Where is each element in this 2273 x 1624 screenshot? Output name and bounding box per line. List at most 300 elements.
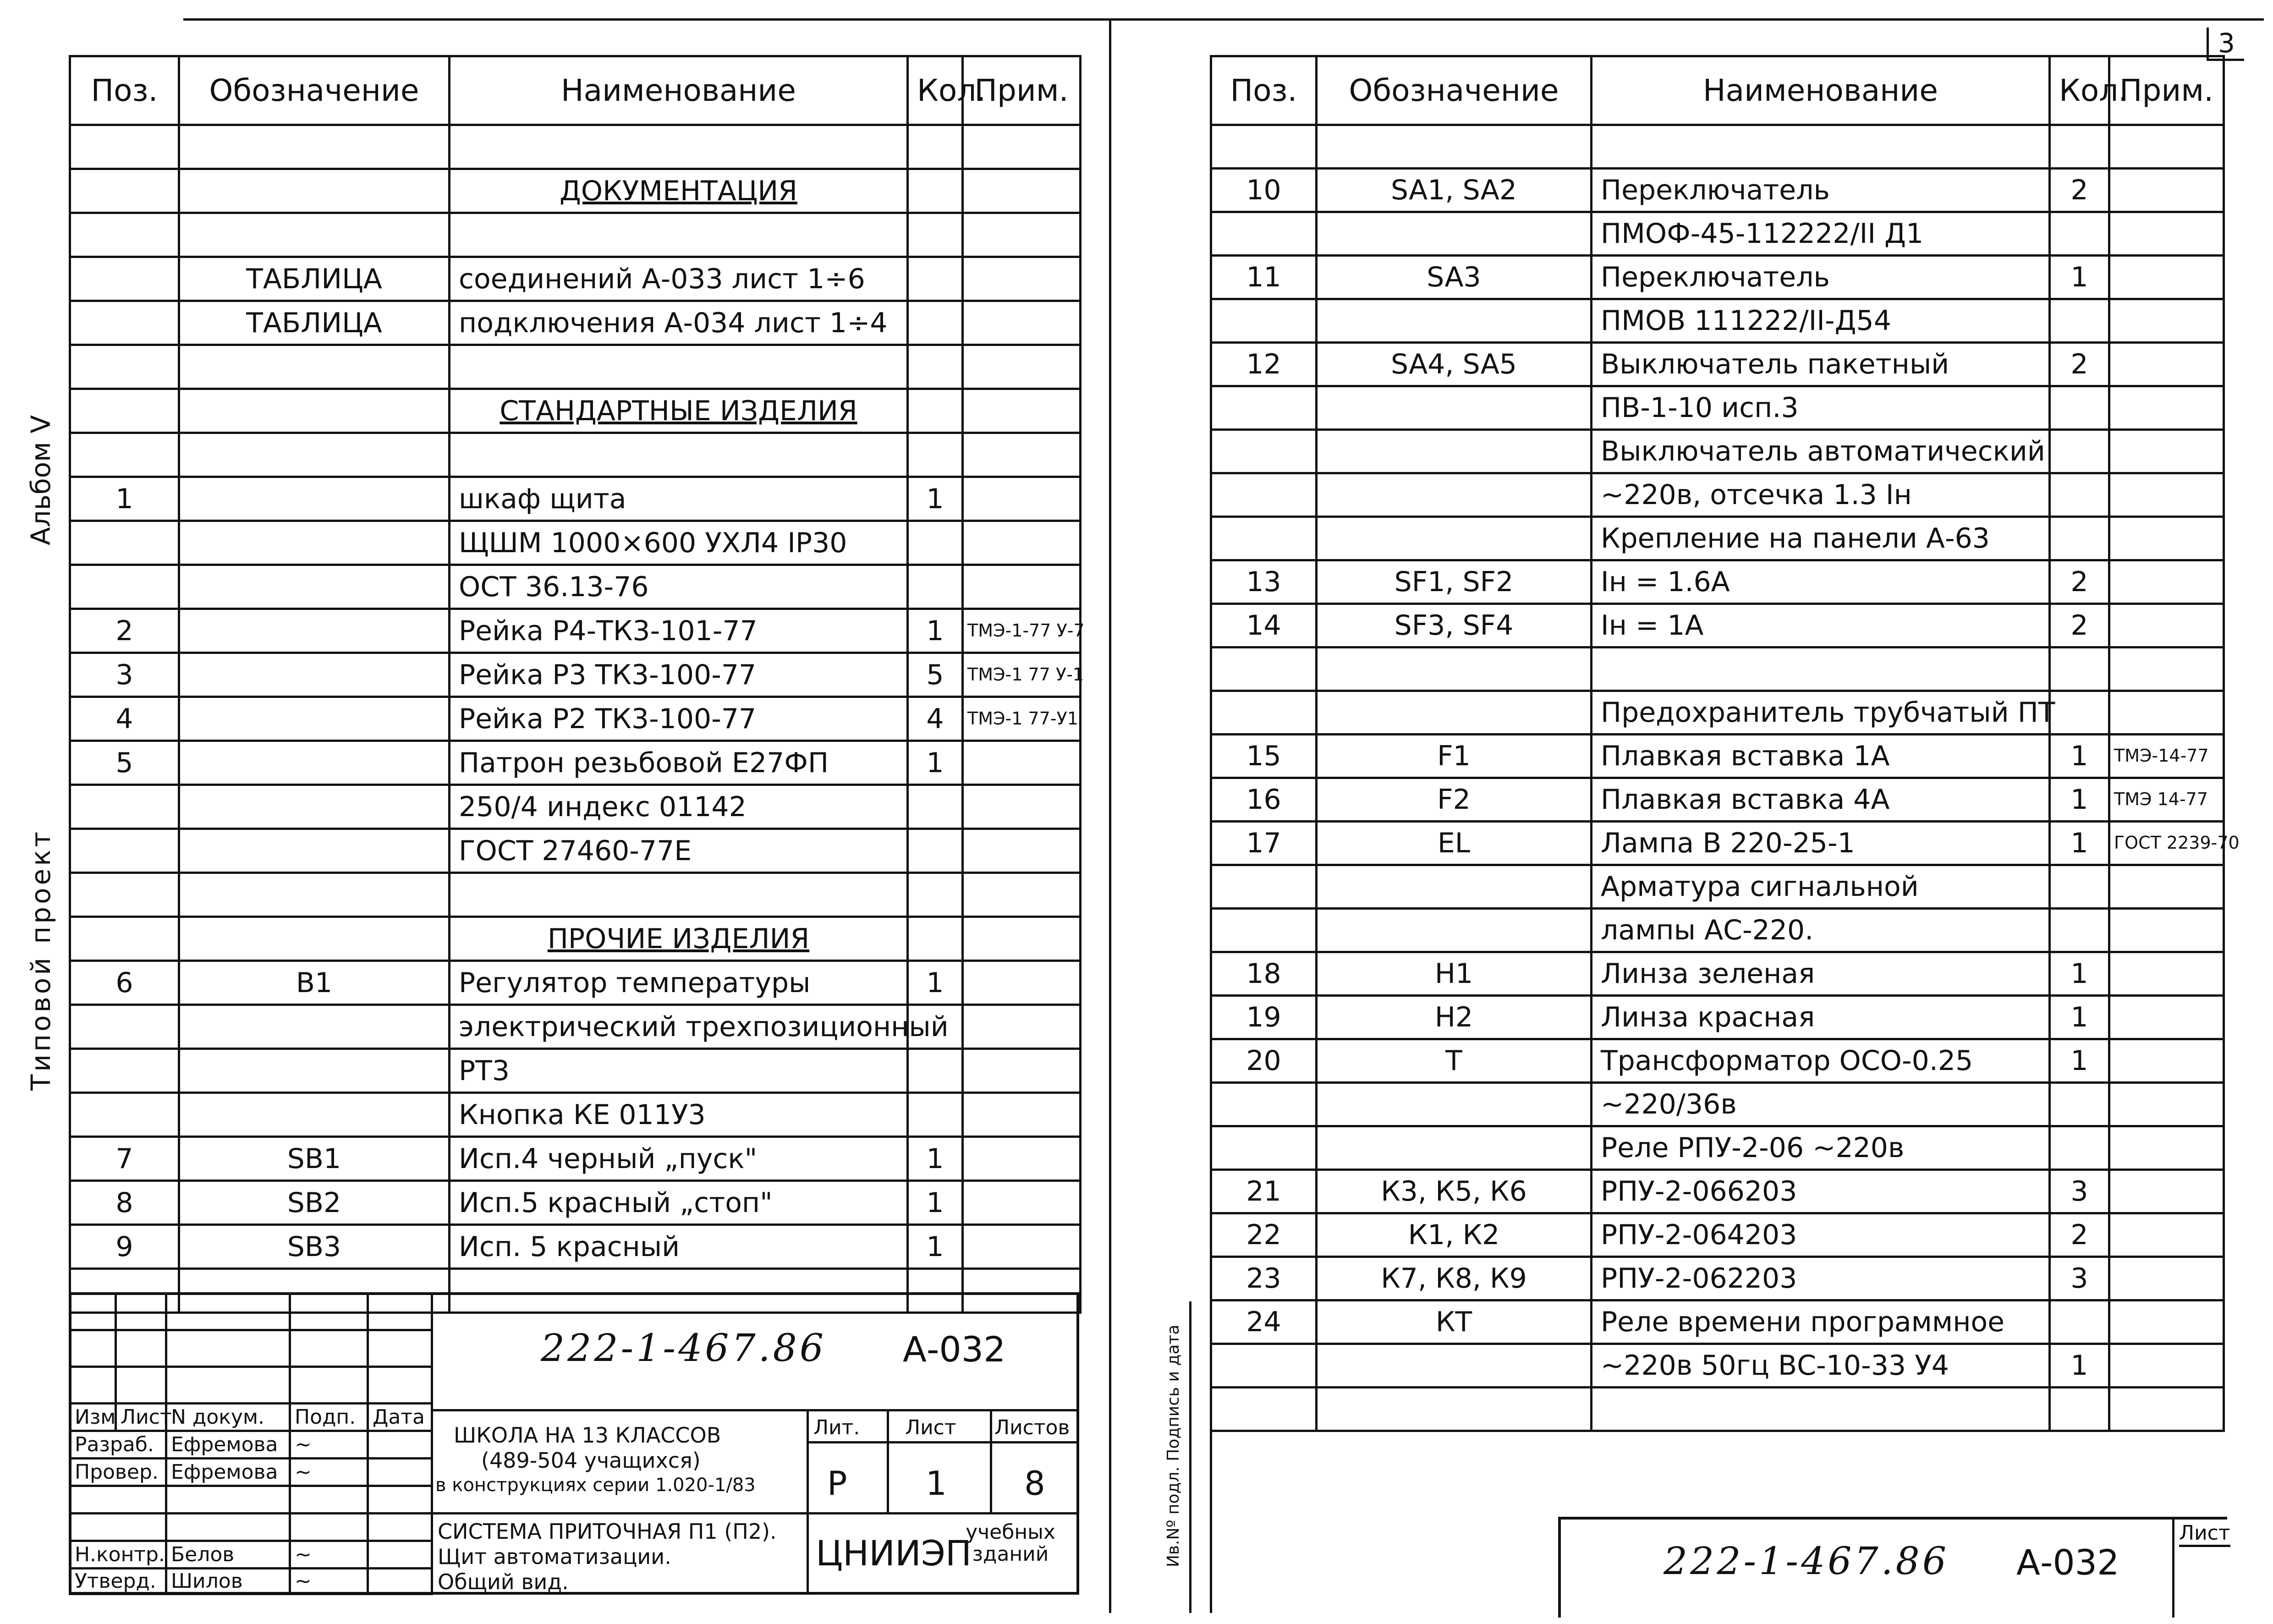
table-row	[70, 521, 1081, 565]
table-row	[1211, 647, 2224, 691]
cell-pos: 21	[1211, 1170, 1317, 1213]
tb-org-vline	[807, 1512, 809, 1595]
cell-designation: SF3, SF4	[1317, 604, 1592, 647]
right-table-header	[1211, 56, 2224, 125]
cell-qty	[2050, 430, 2109, 473]
cell-qty: 1	[2050, 1344, 2109, 1388]
cell-pos: 2	[70, 609, 179, 653]
table-row	[1211, 1344, 2224, 1388]
cell-qty	[908, 785, 963, 829]
tb-lit-hline	[807, 1441, 1079, 1443]
side-album: Альбом V	[25, 415, 56, 545]
cell-note	[963, 477, 1081, 521]
table-row	[70, 917, 1081, 961]
tb-project-2: (489-504 учащихся)	[481, 1448, 701, 1473]
cell-qty: 1	[908, 609, 963, 653]
cell-note	[963, 785, 1081, 829]
cell-pos: 16	[1211, 778, 1317, 822]
table-row	[1211, 169, 2224, 212]
cell-qty	[908, 125, 963, 169]
cell-qty	[2050, 1388, 2109, 1431]
cell-name: лампы АС-220.	[1592, 909, 2050, 952]
cell-pos	[70, 1005, 179, 1049]
cell-note	[2109, 1039, 2224, 1083]
table-row	[70, 389, 1081, 433]
tb-nkontr-label: Н.контр.	[70, 1541, 166, 1569]
cell-note	[2109, 1083, 2224, 1126]
cell-pos	[1211, 865, 1317, 909]
cell-qty	[2050, 386, 2109, 430]
cell-designation	[179, 125, 450, 169]
col-name: Наименование	[450, 56, 908, 125]
cell-pos: 1	[70, 477, 179, 521]
cell-note	[963, 829, 1081, 873]
cell-designation	[179, 433, 450, 477]
table-row	[1211, 560, 2224, 604]
table-row	[1211, 604, 2224, 647]
table-row	[1211, 909, 2224, 952]
cell-note	[2109, 1170, 2224, 1213]
tb-h-izm: Изм	[70, 1404, 116, 1431]
cell-qty	[2050, 647, 2109, 691]
table-row	[70, 477, 1081, 521]
cell-qty	[2050, 517, 2109, 560]
cell-designation: F2	[1317, 778, 1592, 822]
cell-note: ТМЭ-1 77 У-1	[963, 653, 1081, 697]
cell-pos	[70, 565, 179, 609]
tb-doc-1: СИСТЕМА ПРИТОЧНАЯ П1 (П2).	[438, 1519, 777, 1544]
cell-note	[2109, 1388, 2224, 1431]
cell-note	[2109, 343, 2224, 386]
cell-qty: 1	[2050, 822, 2109, 865]
cell-pos	[1211, 386, 1317, 430]
cell-designation	[179, 873, 450, 917]
cell-name: Реле времени программное	[1592, 1300, 2050, 1344]
col-name: Наименование	[1592, 56, 2050, 125]
cell-name: Рейка Р4-ТК3-101-77	[450, 609, 908, 653]
cell-qty: 1	[2050, 996, 2109, 1039]
cell-designation: SA4, SA5	[1317, 343, 1592, 386]
tb-razrab-name: Ефремова	[166, 1431, 290, 1459]
tb-listov-value: 8	[1024, 1464, 1045, 1503]
cell-pos: 11	[1211, 256, 1317, 299]
cell-designation: SA3	[1317, 256, 1592, 299]
cell-designation	[179, 1049, 450, 1093]
cell-designation: К1, К2	[1317, 1213, 1592, 1257]
cell-designation	[179, 741, 450, 785]
col-pos: Поз.	[1211, 56, 1317, 125]
cell-name: Регулятор температуры	[450, 961, 908, 1005]
tb-lit-vline3	[990, 1411, 992, 1512]
cell-pos	[1211, 299, 1317, 343]
tb-prover-name: Ефремова	[166, 1459, 290, 1486]
table-row	[70, 213, 1081, 257]
cell-note	[2109, 560, 2224, 604]
cell-pos	[1211, 647, 1317, 691]
table-row	[1211, 473, 2224, 517]
table-row	[1211, 822, 2224, 865]
table-row	[1211, 299, 2224, 343]
right-inv-column	[1189, 1301, 1191, 1613]
left-table-header	[70, 56, 1081, 125]
cell-name: Трансформатор ОСО-0.25	[1592, 1039, 2050, 1083]
cell-qty: 2	[2050, 343, 2109, 386]
cell-qty	[2050, 299, 2109, 343]
cell-note	[963, 169, 1081, 213]
cell-pos: 14	[1211, 604, 1317, 647]
table-row	[70, 169, 1081, 213]
cell-qty	[908, 389, 963, 433]
cell-pos	[1211, 1388, 1317, 1431]
cell-name: Iн = 1.6А	[1592, 560, 2050, 604]
table-row	[1211, 1388, 2224, 1431]
table-row	[1211, 952, 2224, 996]
cell-name	[1592, 647, 2050, 691]
cell-note	[2109, 1213, 2224, 1257]
table-row	[1211, 1213, 2224, 1257]
cell-pos: 24	[1211, 1300, 1317, 1344]
cell-note	[963, 1225, 1081, 1269]
cell-designation	[179, 389, 450, 433]
cell-note	[2109, 517, 2224, 560]
cell-name: СТАНДАРТНЫЕ ИЗДЕЛИЯ	[450, 389, 908, 433]
tb-code: 222-1-467.86	[541, 1327, 827, 1370]
cell-qty	[908, 433, 963, 477]
cell-name: Рейка Р3 ТК3-100-77	[450, 653, 908, 697]
cell-note	[963, 433, 1081, 477]
cell-note	[963, 389, 1081, 433]
cell-name	[1592, 125, 2050, 169]
table-row	[1211, 1170, 2224, 1213]
cell-designation	[179, 1005, 450, 1049]
cell-note	[2109, 647, 2224, 691]
cell-note	[2109, 1257, 2224, 1300]
cell-designation	[1317, 1344, 1592, 1388]
cell-note	[963, 1049, 1081, 1093]
cell-name: ГОСТ 27460-77Е	[450, 829, 908, 873]
cell-name	[450, 345, 908, 389]
cell-qty: 1	[908, 1137, 963, 1181]
cell-name: РПУ-2-066203	[1592, 1170, 2050, 1213]
cell-designation	[179, 917, 450, 961]
tb-list-label: Лист	[905, 1416, 956, 1439]
cell-note	[2109, 996, 2224, 1039]
cell-qty: 4	[908, 697, 963, 741]
cell-name: Плавкая вставка 4А	[1592, 778, 2050, 822]
cell-name: Исп.4 черный „пуск"	[450, 1137, 908, 1181]
tb-h-list: Лист	[116, 1404, 166, 1431]
tb-utverd-label: Утверд.	[70, 1569, 166, 1594]
side-inventory: Ив.Nº подл. Подпись и дата	[1164, 1324, 1183, 1567]
cell-name	[1592, 1388, 2050, 1431]
cell-designation	[179, 1093, 450, 1137]
table-row	[1211, 343, 2224, 386]
cell-pos: 12	[1211, 343, 1317, 386]
table-row	[70, 1005, 1081, 1049]
cell-name: Исп.5 красный „стоп"	[450, 1181, 908, 1225]
table-row	[70, 741, 1081, 785]
cell-designation: В1	[179, 961, 450, 1005]
cell-note	[963, 213, 1081, 257]
cell-designation	[179, 213, 450, 257]
cell-designation	[1317, 299, 1592, 343]
table-row	[70, 609, 1081, 653]
cell-note: ТМЭ-1 77-У1	[963, 697, 1081, 741]
cell-note	[963, 345, 1081, 389]
cell-pos	[70, 829, 179, 873]
cell-pos	[70, 257, 179, 301]
cell-name: Переключатель	[1592, 256, 2050, 299]
table-row	[1211, 212, 2224, 256]
right-spec-table	[1210, 55, 2240, 1432]
cell-qty: 1	[908, 741, 963, 785]
tb-line-code	[431, 1409, 1079, 1411]
cell-pos	[70, 917, 179, 961]
cell-qty: 2	[2050, 169, 2109, 212]
cell-designation: Н1	[1317, 952, 1592, 996]
cell-name: Лампа В 220-25-1	[1592, 822, 2050, 865]
table-row	[70, 697, 1081, 741]
table-row	[70, 1181, 1081, 1225]
tb-h-podp: Подп.	[290, 1404, 368, 1431]
cell-pos: 10	[1211, 169, 1317, 212]
cell-name: электрический трехпозиционный	[450, 1005, 908, 1049]
tb-nkontr-name: Белов	[166, 1541, 290, 1569]
cell-name: шкаф щита	[450, 477, 908, 521]
cell-name	[450, 433, 908, 477]
cell-designation: К7, К8, К9	[1317, 1257, 1592, 1300]
table-row	[1211, 996, 2224, 1039]
tb-nkontr-signature: ~	[290, 1541, 368, 1569]
table-row	[70, 873, 1081, 917]
cell-designation: ТАБЛИЦА	[179, 301, 450, 345]
cell-name: Выключатель автоматический	[1592, 430, 2050, 473]
col-pos: Поз.	[70, 56, 179, 125]
cell-qty	[2050, 865, 2109, 909]
right-stamp-sheet-code: А-032	[2016, 1542, 2119, 1583]
cell-qty: 2	[2050, 1213, 2109, 1257]
tb-vline	[431, 1292, 433, 1595]
side-typical-project: Типовой проект	[25, 828, 56, 1091]
table-row	[70, 345, 1081, 389]
cell-name: Переключатель	[1592, 169, 2050, 212]
table-row	[70, 1049, 1081, 1093]
cell-qty	[908, 917, 963, 961]
tb-org: ЦНИИЭП	[816, 1533, 972, 1574]
table-row	[1211, 125, 2224, 169]
table-row	[1211, 778, 2224, 822]
cell-qty	[2050, 212, 2109, 256]
tb-lit-vline1	[807, 1411, 809, 1512]
tb-lit-vline2	[887, 1411, 889, 1512]
cell-name: ~220/36в	[1592, 1083, 2050, 1126]
cell-qty	[2050, 473, 2109, 517]
cell-note	[963, 125, 1081, 169]
cell-designation: К3, К5, К6	[1317, 1170, 1592, 1213]
table-row	[70, 1093, 1081, 1137]
right-stamp-list-vline	[2172, 1517, 2174, 1618]
cell-qty: 1	[908, 961, 963, 1005]
tb-prover-signature: ~	[290, 1459, 368, 1486]
cell-note	[2109, 299, 2224, 343]
cell-designation	[1317, 1388, 1592, 1431]
cell-pos	[70, 213, 179, 257]
tb-razrab-signature: ~	[290, 1431, 368, 1459]
tb-doc-2: Щит автоматизации.	[438, 1544, 671, 1569]
tb-lit-label: Лит.	[813, 1416, 860, 1439]
cell-designation: ТАБЛИЦА	[179, 257, 450, 301]
cell-qty	[908, 257, 963, 301]
cell-qty: 3	[2050, 1257, 2109, 1300]
cell-designation: SB1	[179, 1137, 450, 1181]
cell-pos	[1211, 473, 1317, 517]
cell-designation: SA1, SA2	[1317, 169, 1592, 212]
cell-note	[963, 741, 1081, 785]
cell-pos	[70, 125, 179, 169]
cell-name: ПВ-1-10 исп.3	[1592, 386, 2050, 430]
cell-pos	[70, 389, 179, 433]
left-spec-table	[69, 55, 1085, 1314]
cell-qty	[2050, 1083, 2109, 1126]
tb-sheet-code: А-032	[903, 1329, 1006, 1370]
cell-qty: 1	[2050, 778, 2109, 822]
cell-designation	[179, 785, 450, 829]
tb-listov-label: Листов	[994, 1416, 1070, 1439]
table-row	[1211, 517, 2224, 560]
cell-note	[2109, 865, 2224, 909]
cell-pos: 8	[70, 1181, 179, 1225]
cell-designation	[1317, 125, 1592, 169]
tb-utverd-name: Шилов	[166, 1569, 290, 1594]
cell-designation	[179, 609, 450, 653]
cell-designation	[1317, 647, 1592, 691]
cell-pos: 17	[1211, 822, 1317, 865]
cell-pos	[70, 873, 179, 917]
cell-pos	[1211, 125, 1317, 169]
cell-pos	[70, 345, 179, 389]
cell-designation: SF1, SF2	[1317, 560, 1592, 604]
table-row	[70, 433, 1081, 477]
cell-note	[2109, 604, 2224, 647]
cell-qty	[908, 1093, 963, 1137]
cell-note: ТМЭ-14-77	[2109, 735, 2224, 778]
cell-note	[2109, 386, 2224, 430]
cell-qty	[908, 829, 963, 873]
cell-name: подключения А-034 лист 1÷4	[450, 301, 908, 345]
cell-qty	[2050, 125, 2109, 169]
cell-designation	[179, 477, 450, 521]
cell-name: ПРОЧИЕ ИЗДЕЛИЯ	[450, 917, 908, 961]
table-row	[70, 257, 1081, 301]
tb-h-data: Дата	[368, 1404, 432, 1431]
col-qty: Кол.	[908, 56, 963, 125]
cell-qty: 5	[908, 653, 963, 697]
cell-designation	[1317, 386, 1592, 430]
cell-name: Рейка Р2 ТК3-100-77	[450, 697, 908, 741]
cell-note	[2109, 952, 2224, 996]
cell-pos: 7	[70, 1137, 179, 1181]
cell-designation	[179, 169, 450, 213]
cell-qty	[908, 345, 963, 389]
table-row	[70, 961, 1081, 1005]
cell-note: ТМЭ 14-77	[2109, 778, 2224, 822]
cell-designation	[1317, 1083, 1592, 1126]
table-row	[1211, 691, 2224, 735]
cell-qty: 1	[2050, 256, 2109, 299]
table-row	[1211, 735, 2224, 778]
right-stamp-list-label: Лист	[2179, 1521, 2230, 1547]
cell-name: РПУ-2-064203	[1592, 1213, 2050, 1257]
table-row	[1211, 386, 2224, 430]
cell-designation: Т	[1317, 1039, 1592, 1083]
tb-org-sub: учебных зданий	[966, 1520, 1055, 1566]
cell-note	[963, 961, 1081, 1005]
cell-note	[963, 917, 1081, 961]
cell-designation	[1317, 212, 1592, 256]
cell-pos	[1211, 517, 1317, 560]
cell-pos	[1211, 1344, 1317, 1388]
table-row	[1211, 256, 2224, 299]
cell-designation: F1	[1317, 735, 1592, 778]
tb-project-3: в конструкциях серии 1.020-1/83	[435, 1475, 756, 1496]
table-row	[70, 125, 1081, 169]
cell-pos: 4	[70, 697, 179, 741]
cell-note	[963, 565, 1081, 609]
cell-qty	[2050, 909, 2109, 952]
cell-qty	[2050, 691, 2109, 735]
cell-name: Кнопка КЕ 011У3	[450, 1093, 908, 1137]
cell-pos: 15	[1211, 735, 1317, 778]
cell-pos	[70, 169, 179, 213]
cell-pos	[1211, 1126, 1317, 1170]
cell-pos	[70, 785, 179, 829]
tb-razrab-label: Разраб.	[70, 1431, 166, 1459]
table-row	[1211, 1300, 2224, 1344]
top-rule	[183, 18, 2264, 21]
cell-designation	[179, 521, 450, 565]
table-row	[70, 653, 1081, 697]
cell-note: ТМЭ-1-77 У-7	[963, 609, 1081, 653]
cell-qty: 1	[908, 1181, 963, 1225]
cell-qty: 1	[2050, 952, 2109, 996]
cell-note	[963, 1137, 1081, 1181]
cell-designation	[179, 653, 450, 697]
cell-name	[450, 873, 908, 917]
cell-designation	[1317, 430, 1592, 473]
cell-name: ОСТ 36.13-76	[450, 565, 908, 609]
cell-note	[963, 1093, 1081, 1137]
table-row	[1211, 1126, 2224, 1170]
cell-qty	[908, 1049, 963, 1093]
table-row	[70, 829, 1081, 873]
col-note: Прим.	[2109, 56, 2224, 125]
cell-note	[963, 301, 1081, 345]
cell-pos: 13	[1211, 560, 1317, 604]
tb-list-value: 1	[926, 1464, 947, 1503]
cell-note	[2109, 1126, 2224, 1170]
cell-name: Исп. 5 красный	[450, 1225, 908, 1269]
cell-pos	[70, 433, 179, 477]
table-row	[1211, 1257, 2224, 1300]
cell-pos: 6	[70, 961, 179, 1005]
cell-note	[2109, 169, 2224, 212]
cell-name: ПМОФ-45-112222/II Д1	[1592, 212, 2050, 256]
tb-prover-label: Провер.	[70, 1459, 166, 1486]
cell-pos	[70, 521, 179, 565]
table-row	[70, 565, 1081, 609]
cell-note	[2109, 125, 2224, 169]
cell-designation	[179, 697, 450, 741]
